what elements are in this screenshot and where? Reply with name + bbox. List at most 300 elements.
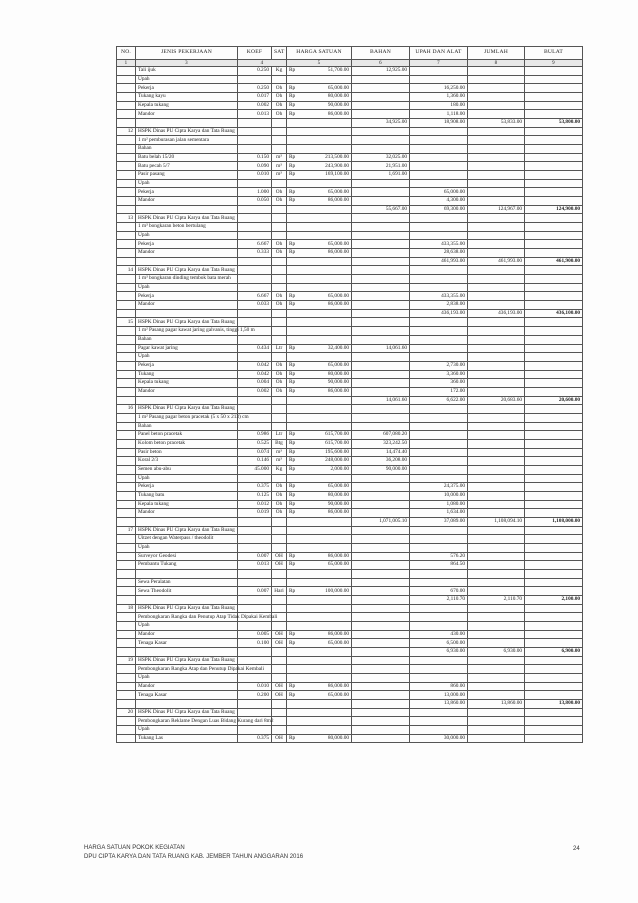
table-row: [117, 353, 583, 362]
table-row: [117, 622, 583, 631]
cell-bahan: [352, 405, 410, 414]
cell-no: 15: [117, 318, 136, 327]
column-number: 3: [136, 60, 238, 67]
cell-sat: Oh: [272, 361, 287, 370]
cell-sat: [272, 674, 287, 683]
cell-jumlah: [468, 500, 525, 509]
cell-upah: 433,355.00: [410, 240, 468, 249]
cell-jumlah: [468, 353, 525, 362]
table-row: [117, 465, 583, 474]
cell-bahan: [352, 84, 410, 93]
cell-job: Bahan: [136, 422, 238, 431]
cell-bulat: 124,900.00: [525, 205, 583, 214]
cell-koef: [238, 700, 272, 709]
cell-harga-satuan: [287, 101, 352, 110]
cell-job: 1 m² Pasang pagar kawat jaring galvanis, tinggi 1,50 m: [136, 327, 238, 336]
cell-harga-satuan: [287, 283, 352, 292]
cell-koef: 0.002: [238, 387, 272, 396]
cell-jumlah: [468, 127, 525, 136]
cell-harga-satuan: [287, 136, 352, 145]
cell-bahan: [352, 552, 410, 561]
table-row: [117, 136, 583, 145]
cell-koef: [238, 145, 272, 154]
cell-no: [117, 84, 136, 93]
cell-no: [117, 665, 136, 674]
cell-harga-satuan: [287, 595, 352, 604]
cell-jumlah: [468, 223, 525, 232]
table-row: [117, 413, 583, 422]
cell-bulat: [525, 561, 583, 570]
cell-koef: [238, 543, 272, 552]
header-bahan: BAHAN: [352, 47, 410, 60]
cell-bahan: [352, 361, 410, 370]
cell-harga-satuan: [287, 439, 352, 448]
currency-label: Rp: [289, 630, 296, 637]
cell-bahan: [352, 101, 410, 110]
cell-upah: 13,860.00: [410, 700, 468, 709]
cell-upah: [410, 578, 468, 587]
cell-bahan: [352, 379, 410, 388]
cell-bulat: [525, 656, 583, 665]
cell-bulat: [525, 93, 583, 102]
table-row: [117, 162, 583, 171]
cell-harga-satuan: [287, 630, 352, 639]
cell-job: Batu pecah 5/7: [136, 162, 238, 171]
cell-jumlah: [468, 682, 525, 691]
cell-koef: 0.200: [238, 691, 272, 700]
cell-jumlah: [468, 275, 525, 284]
cell-job: Surveyor Geodesi: [136, 552, 238, 561]
cell-bulat: [525, 101, 583, 110]
cell-bulat: [525, 613, 583, 622]
cell-bahan: [352, 561, 410, 570]
cell-bulat: [525, 569, 583, 578]
cell-job: Semen abu-abu: [136, 465, 238, 474]
cell-upah: 430.00: [410, 630, 468, 639]
cell-job: Upah: [136, 674, 238, 683]
cell-harga-satuan: [287, 119, 352, 128]
cell-jumlah: [468, 656, 525, 665]
cell-harga-satuan: [287, 552, 352, 561]
unit-price-value: 90,000.00: [327, 101, 349, 108]
cell-koef: 6.667: [238, 240, 272, 249]
cell-harga-satuan: [287, 318, 352, 327]
table-row: [117, 726, 583, 735]
cell-bahan: [352, 682, 410, 691]
cell-job: HSPK Dinas PU Cipta Karya dan Tata Ruang: [136, 405, 238, 414]
cell-upah: [410, 162, 468, 171]
cell-no: [117, 93, 136, 102]
cell-jumlah: [468, 335, 525, 344]
cell-bulat: [525, 717, 583, 726]
cell-sat: [272, 413, 287, 422]
cell-bahan: [352, 595, 410, 604]
cell-job: [136, 595, 238, 604]
table-row: [117, 188, 583, 197]
cell-no: [117, 700, 136, 709]
cell-no: [117, 457, 136, 466]
cell-no: [117, 309, 136, 318]
cell-bulat: [525, 500, 583, 509]
cell-jumlah: [468, 622, 525, 631]
cell-jumlah: 2,110.70: [468, 595, 525, 604]
cell-jumlah: [468, 448, 525, 457]
cell-bulat: [525, 457, 583, 466]
cell-koef: 0.375: [238, 483, 272, 492]
cell-jumlah: [468, 474, 525, 483]
cell-bahan: 14,474.40: [352, 448, 410, 457]
cell-sat: OH: [272, 639, 287, 648]
cell-bulat: [525, 422, 583, 431]
table-row: [117, 509, 583, 518]
cell-bahan: [352, 136, 410, 145]
cell-bulat: [525, 179, 583, 188]
cell-upah: 1,118.00: [410, 110, 468, 119]
cell-jumlah: [468, 587, 525, 596]
unit-price-value: 213,500.00: [325, 153, 349, 160]
table-row: [117, 526, 583, 535]
cell-harga-satuan: [287, 301, 352, 310]
cell-harga-satuan: [287, 708, 352, 717]
table-row: [117, 604, 583, 613]
cell-sat: [272, 578, 287, 587]
cell-upah: [410, 465, 468, 474]
cell-jumlah: [468, 717, 525, 726]
cell-koef: [238, 517, 272, 526]
cell-bulat: [525, 665, 583, 674]
cell-bahan: [352, 578, 410, 587]
cell-upah: 860.00: [410, 682, 468, 691]
cell-upah: 180.00: [410, 101, 468, 110]
cell-koef: 0.090: [238, 162, 272, 171]
cell-job: [136, 257, 238, 266]
cell-koef: [238, 656, 272, 665]
table-row: [117, 101, 583, 110]
cell-harga-satuan: [287, 292, 352, 301]
cell-upah: 65,000.00: [410, 188, 468, 197]
table-row: [117, 543, 583, 552]
table-row: [117, 630, 583, 639]
cell-job: HSPK Dinas PU Cipta Karya dan Tata Ruang: [136, 656, 238, 665]
cell-bulat: [525, 214, 583, 223]
table-row: [117, 327, 583, 336]
cell-bulat: 20,600.00: [525, 396, 583, 405]
cell-harga-satuan: [287, 465, 352, 474]
column-number: 4: [238, 60, 287, 67]
table-row: [117, 595, 583, 604]
cell-jumlah: [468, 327, 525, 336]
cell-koef: [238, 648, 272, 657]
table-row: [117, 145, 583, 154]
cell-bahan: [352, 292, 410, 301]
cell-no: [117, 75, 136, 84]
cell-sat: [272, 517, 287, 526]
cell-no: [117, 153, 136, 162]
cell-upah: [410, 405, 468, 414]
cell-jumlah: [468, 674, 525, 683]
cell-bahan: 90,000.00: [352, 465, 410, 474]
cell-no: [117, 396, 136, 405]
cell-no: [117, 361, 136, 370]
cell-upah: 2,838.00: [410, 301, 468, 310]
currency-label: Rp: [289, 362, 296, 369]
cell-jumlah: [468, 153, 525, 162]
footer-subtitle: DPU CIPTA KARYA DAN TATA RUANG KAB. JEMBER TAHUN ANGGARAN 2016: [84, 853, 304, 860]
cell-bahan: [352, 708, 410, 717]
cell-sat: [272, 535, 287, 544]
table-row: [117, 674, 583, 683]
cell-koef: [238, 708, 272, 717]
cell-harga-satuan: [287, 422, 352, 431]
cell-upah: [410, 526, 468, 535]
cell-sat: Btg: [272, 439, 287, 448]
cell-bulat: [525, 127, 583, 136]
cell-bahan: [352, 257, 410, 266]
cell-no: [117, 119, 136, 128]
cell-jumlah: [468, 543, 525, 552]
currency-label: Rp: [289, 466, 296, 473]
cell-sat: [272, 648, 287, 657]
cell-koef: 0.250: [238, 67, 272, 76]
table-row: [117, 318, 583, 327]
cell-job: Kepala tukang: [136, 101, 238, 110]
table-row: [117, 682, 583, 691]
cell-jumlah: [468, 379, 525, 388]
cell-bulat: 461,900.00: [525, 257, 583, 266]
cell-harga-satuan: [287, 413, 352, 422]
cell-bahan: [352, 179, 410, 188]
currency-label: Rp: [289, 162, 296, 169]
cell-no: [117, 500, 136, 509]
cell-harga-satuan: [287, 587, 352, 596]
cell-upah: [410, 318, 468, 327]
cell-sat: [272, 223, 287, 232]
cell-job: Pasir beton: [136, 448, 238, 457]
cell-koef: [238, 266, 272, 275]
cell-job: HSPK Dinas PU Cipta Karya dan Tata Ruang: [136, 266, 238, 275]
cell-harga-satuan: [287, 257, 352, 266]
cell-harga-satuan: [287, 405, 352, 414]
cell-upah: 576.20: [410, 552, 468, 561]
currency-label: Rp: [289, 483, 296, 490]
cell-jumlah: [468, 93, 525, 102]
cell-jumlah: 436,193.00: [468, 309, 525, 318]
cell-koef: 0.042: [238, 361, 272, 370]
currency-label: Rp: [289, 67, 296, 74]
table-row: [117, 613, 583, 622]
cell-no: [117, 483, 136, 492]
cell-no: [117, 448, 136, 457]
cell-koef: [238, 569, 272, 578]
cell-jumlah: [468, 578, 525, 587]
cell-koef: 0.146: [238, 457, 272, 466]
cell-bahan: [352, 639, 410, 648]
cell-sat: m³: [272, 448, 287, 457]
cell-koef: 1.000: [238, 188, 272, 197]
cell-bulat: [525, 318, 583, 327]
cell-bahan: 14,061.60: [352, 344, 410, 353]
cell-bulat: [525, 431, 583, 440]
cell-upah: 6,622.00: [410, 396, 468, 405]
cell-bahan: [352, 691, 410, 700]
table-row: [117, 474, 583, 483]
cell-sat: [272, 318, 287, 327]
cell-harga-satuan: [287, 457, 352, 466]
cell-koef: [238, 396, 272, 405]
cell-no: [117, 67, 136, 76]
cell-no: [117, 422, 136, 431]
cell-jumlah: [468, 431, 525, 440]
header-sat: SAT: [272, 47, 287, 60]
cell-bahan: [352, 734, 410, 743]
cell-job: Bahan: [136, 145, 238, 154]
cell-job: 1 m² pemburasan jalan sementara: [136, 136, 238, 145]
cell-bulat: [525, 370, 583, 379]
unit-price-value: 65,000.00: [327, 84, 349, 91]
cell-sat: Kg: [272, 67, 287, 76]
cell-harga-satuan: [287, 604, 352, 613]
cell-harga-satuan: [287, 431, 352, 440]
cell-bahan: [352, 353, 410, 362]
cell-koef: 0.100: [238, 639, 272, 648]
table-row: [117, 344, 583, 353]
cell-harga-satuan: [287, 717, 352, 726]
cell-upah: [410, 535, 468, 544]
cell-jumlah: [468, 110, 525, 119]
cell-bulat: [525, 734, 583, 743]
cell-harga-satuan: [287, 535, 352, 544]
table-row: [117, 448, 583, 457]
cell-no: [117, 648, 136, 657]
cell-bulat: [525, 162, 583, 171]
cell-koef: [238, 578, 272, 587]
table-row: [117, 639, 583, 648]
cell-jumlah: [468, 266, 525, 275]
header-koef: KOEF: [238, 47, 272, 60]
cell-job: Pekerja: [136, 188, 238, 197]
cell-bahan: [352, 630, 410, 639]
cell-bulat: [525, 465, 583, 474]
cell-koef: [238, 405, 272, 414]
cell-harga-satuan: [287, 491, 352, 500]
cell-jumlah: [468, 639, 525, 648]
cell-no: [117, 188, 136, 197]
table-row: [117, 292, 583, 301]
header-harga-satuan: HARGA SATUAN: [287, 47, 352, 60]
cell-bulat: [525, 483, 583, 492]
currency-label: Rp: [289, 249, 296, 256]
cell-sat: [272, 604, 287, 613]
cell-jumlah: [468, 422, 525, 431]
cell-bahan: [352, 665, 410, 674]
cell-bulat: [525, 188, 583, 197]
cell-sat: [272, 543, 287, 552]
cell-jumlah: [468, 561, 525, 570]
cell-bahan: 32,025.00: [352, 153, 410, 162]
cell-job: Tukang Las: [136, 734, 238, 743]
cell-job: Tukang: [136, 370, 238, 379]
cell-bahan: 1,691.00: [352, 171, 410, 180]
cell-sat: [272, 353, 287, 362]
cell-bahan: [352, 301, 410, 310]
cell-harga-satuan: [287, 613, 352, 622]
cell-bahan: [352, 249, 410, 258]
cell-upah: [410, 75, 468, 84]
cell-koef: [238, 119, 272, 128]
cell-bulat: [525, 405, 583, 414]
cell-koef: [238, 179, 272, 188]
cell-bulat: [525, 387, 583, 396]
header-no: NO.: [117, 47, 136, 60]
cell-bahan: 1,071,005.10: [352, 517, 410, 526]
cell-harga-satuan: [287, 275, 352, 284]
price-analysis-table: [116, 46, 583, 743]
cell-job: [136, 309, 238, 318]
cell-harga-satuan: [287, 526, 352, 535]
cell-sat: OH: [272, 561, 287, 570]
cell-koef: 6.667: [238, 292, 272, 301]
cell-bulat: [525, 578, 583, 587]
cell-upah: 3,360.00: [410, 370, 468, 379]
cell-koef: 0.019: [238, 509, 272, 518]
table-body: [117, 67, 583, 743]
cell-no: [117, 353, 136, 362]
currency-label: Rp: [289, 639, 296, 646]
unit-price-value: 80,000.00: [327, 734, 349, 741]
cell-jumlah: 20,683.60: [468, 396, 525, 405]
cell-harga-satuan: [287, 370, 352, 379]
cell-upah: 69,300.00: [410, 205, 468, 214]
cell-koef: [238, 127, 272, 136]
currency-label: Rp: [289, 734, 296, 741]
unit-price-value: 86,000.00: [327, 509, 349, 516]
cell-jumlah: [468, 75, 525, 84]
currency-label: Rp: [289, 101, 296, 108]
cell-job: Mandor: [136, 630, 238, 639]
cell-koef: 45.000: [238, 465, 272, 474]
cell-bahan: [352, 197, 410, 206]
cell-koef: 0.375: [238, 734, 272, 743]
cell-bahan: [352, 127, 410, 136]
cell-harga-satuan: [287, 578, 352, 587]
cell-bahan: [352, 93, 410, 102]
cell-jumlah: [468, 526, 525, 535]
table-row: [117, 648, 583, 657]
cell-bahan: 21,951.00: [352, 162, 410, 171]
currency-label: Rp: [289, 448, 296, 455]
cell-no: [117, 249, 136, 258]
cell-bahan: [352, 622, 410, 631]
cell-no: [117, 145, 136, 154]
cell-job: Upah: [136, 283, 238, 292]
cell-job: Mandor: [136, 387, 238, 396]
cell-no: [117, 205, 136, 214]
cell-bulat: 53,800.00: [525, 119, 583, 128]
cell-no: [117, 179, 136, 188]
header-bulat: BULAT: [525, 47, 583, 60]
cell-upah: [410, 67, 468, 76]
cell-jumlah: [468, 413, 525, 422]
cell-upah: 1,634.00: [410, 509, 468, 518]
cell-bahan: [352, 491, 410, 500]
cell-jumlah: [468, 197, 525, 206]
cell-bahan: [352, 370, 410, 379]
unit-price-value: 65,000.00: [327, 240, 349, 247]
cell-koef: [238, 283, 272, 292]
cell-job: Kepala tukang: [136, 379, 238, 388]
cell-upah: [410, 665, 468, 674]
cell-no: [117, 240, 136, 249]
